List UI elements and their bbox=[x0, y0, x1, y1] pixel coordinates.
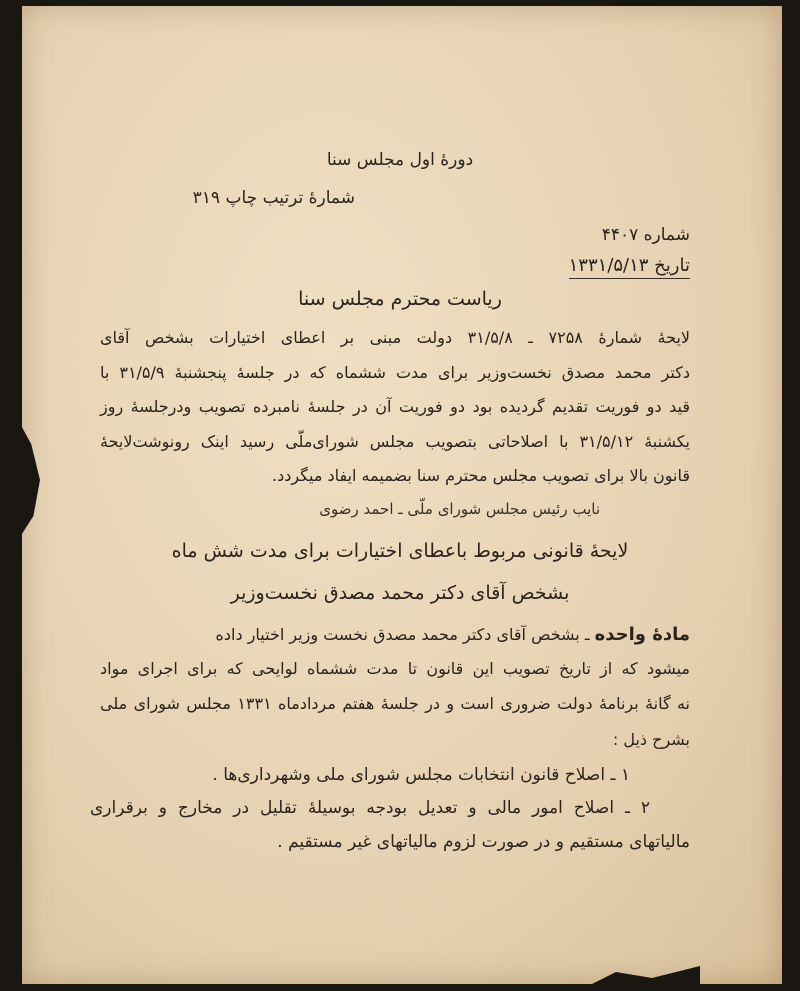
list-item-continuation: مالیاتهای مستقیم و در صورت لزوم مالیاتهای غیر مستقیم . bbox=[277, 832, 690, 852]
print-order-number: شمارهٔ ترتیب چاپ ۳۱۹ bbox=[192, 188, 355, 208]
body-line: دکتر محمد مصدق نخست‌وزیر برای مدت ششماه که در جلسهٔ پنجشنبهٔ ۳۱/۵/۹ با bbox=[100, 363, 690, 382]
list-item: ۱ ـ اصلاح قانون انتخابات مجلس شورای ملی وشهرداری‌ها . bbox=[212, 765, 630, 785]
bill-title: لایحهٔ قانونی مربوط باعطای اختیارات برای مدت شش ماه bbox=[171, 540, 629, 562]
bill-title-subject: بشخص آقای دکتر محمد مصدق نخست‌وزیر bbox=[230, 582, 570, 604]
signature-line: نایب رئیس مجلس شورای ملّی ـ احمد رضوی bbox=[319, 500, 600, 518]
article-line: میشود که از تاریخ تصویب این قانون تا مدت ششماه لوایحی که برای اجرای مواد bbox=[100, 659, 690, 678]
body-line: قانون بالا برای تصویب مجلس محترم سنا بضمیمه ایفاد میگردد. bbox=[271, 466, 690, 485]
salutation: ریاست محترم مجلس سنا bbox=[298, 288, 502, 310]
article-text: ـ بشخص آقای دکتر محمد مصدق نخست وزیر اختیار داده bbox=[215, 625, 590, 644]
article-line: نه گانهٔ برنامهٔ دولت ضروری است و در جلسهٔ هفتم مردادماه ۱۳۳۱ مجلس شورای ملی bbox=[100, 694, 690, 713]
article-label: مادهٔ واحده bbox=[594, 624, 690, 645]
session-heading: دورهٔ اول مجلس سنا bbox=[326, 150, 474, 170]
article-line: بشرح ذیل : bbox=[612, 730, 690, 749]
body-line: لایحهٔ شمارهٔ ۷۲۵۸ ـ ۳۱/۵/۸ دولت مبنی بر اعطای اختیارات بشخص آقای bbox=[100, 328, 691, 347]
list-item: ۲ ـ اصلاح امور مالی و تعدیل بودجه بوسیلهٔ تقلیل در مخارج و برقراری bbox=[90, 798, 650, 818]
body-line: قید دو فوریت تقدیم گردیده بود دو فوریت آن در جلسهٔ نامبرده تصویب ودرجلسهٔ روز bbox=[100, 397, 690, 416]
letter-number: شماره ۴۴۰۷ bbox=[601, 225, 690, 245]
body-line: یکشنبهٔ ۳۱/۵/۱۲ با اصلاحاتی بتصویب مجلس شورای‌ملّی رسید اینک رونوشت‌لایحهٔ bbox=[100, 432, 691, 451]
letter-date: تاریخ ۱۳۳۱/۵/۱۳ bbox=[569, 255, 690, 279]
article-first-line bbox=[100, 624, 690, 645]
